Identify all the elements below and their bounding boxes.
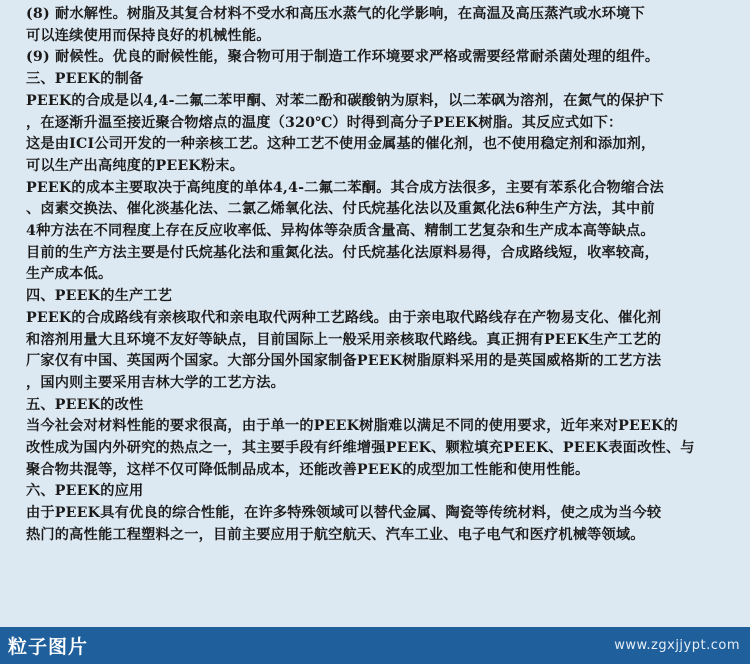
text-line: PEEK的合成是以4,4-二氟二苯甲酮、对苯二酚和碳酸钠为原料，以二苯砜为溶剂，在氮气的保护下 xyxy=(26,92,664,109)
text-line: 改性成为国内外研究的热点之一，其主要手段有纤维增强PEEK、颗粒填充PEEK、PEEK表面改性、与 xyxy=(26,440,695,457)
footer-url: www.zgxjjypt.com xyxy=(614,638,740,653)
section-heading: 四、PEEK的生产工艺 xyxy=(26,288,173,305)
text-line: ，国内则主要采用吉林大学的工艺方法。 xyxy=(26,374,285,391)
text-line: 这是由ICI公司开发的一种亲核工艺。这种工艺不使用金属基的催化剂，也不使用稳定剂和添加剂， xyxy=(26,136,656,153)
text-line: ，在逐渐升温至接近聚合物熔点的温度（320℃）时得到高分子PEEK树脂。其反应式如下： xyxy=(26,114,623,131)
text-line: 可以生产出高纯度的PEEK粉末。 xyxy=(26,157,245,174)
section-heading: 五、PEEK的改性 xyxy=(26,396,144,413)
text-line: 热门的高性能工程塑料之一，目前主要应用于航空航天、汽车工业、电子电气和医疗机械等领域。 xyxy=(26,526,645,543)
footer-brand: 粒子图片 xyxy=(8,636,89,658)
text-line: 当今社会对材料性能的要求很高，由于单一的PEEK树脂难以满足不同的使用要求，近年来对PEEK的 xyxy=(26,418,678,435)
text-line: (9) 耐候性。优良的耐候性能，聚合物可用于制造工作环境要求严格或需要经常耐杀菌处理的组件。 xyxy=(26,49,660,66)
text-line: 目前的生产方法主要是付氏烷基化法和重氮化法。付氏烷基化法原料易得，合成路线短，收率较高， xyxy=(26,244,660,261)
text-line: (8) 耐水解性。树脂及其复合材料不受水和高压水蒸气的化学影响，在高温及高压蒸汽或水环境下 xyxy=(26,6,645,22)
text-line: 生产成本低。 xyxy=(26,266,113,283)
text-line: 和溶剂用量大且环境不友好等缺点，目前国际上一般采用亲核取代路线。真正拥有PEEK生产工艺的 xyxy=(26,331,662,348)
text-line: PEEK的成本主要取决于高纯度的单体4,4-二氟二苯酮。其合成方法很多，主要有苯系化合物缩合法 xyxy=(26,179,664,196)
section-heading: 六、PEEK的应用 xyxy=(26,483,144,500)
text-line: 4种方法在不同程度上存在反应收率低、异构体等杂质含量高、精制工艺复杂和生产成本高等缺点。 xyxy=(26,223,655,240)
text-line: PEEK的合成路线有亲核取代和亲电取代两种工艺路线。由于亲电取代路线存在产物易支化、催化剂 xyxy=(26,309,662,326)
text-line: 聚合物共混等，这样不仅可降低制品成本，还能改善PEEK的成型加工性能和使用性能。 xyxy=(26,461,590,478)
text-line: 可以连续使用而保持良好的机械性能。 xyxy=(26,27,271,44)
text-line: 厂家仅有中国、英国两个国家。大部分国外国家制备PEEK树脂原料采用的是英国威格斯的工艺方法 xyxy=(26,353,662,370)
text-line: 由于PEEK具有优良的综合性能，在许多特殊领域可以替代金属、陶瓷等传统材料，使之成为当今较 xyxy=(26,505,662,522)
section-heading: 三、PEEK的制备 xyxy=(26,71,144,88)
footer-bar xyxy=(0,627,750,664)
text-line: 、卤素交换法、催化淡基化法、二氯乙烯氧化法、付氏烷基化法以及重氮化法6种生产方法，其中前 xyxy=(26,201,655,218)
